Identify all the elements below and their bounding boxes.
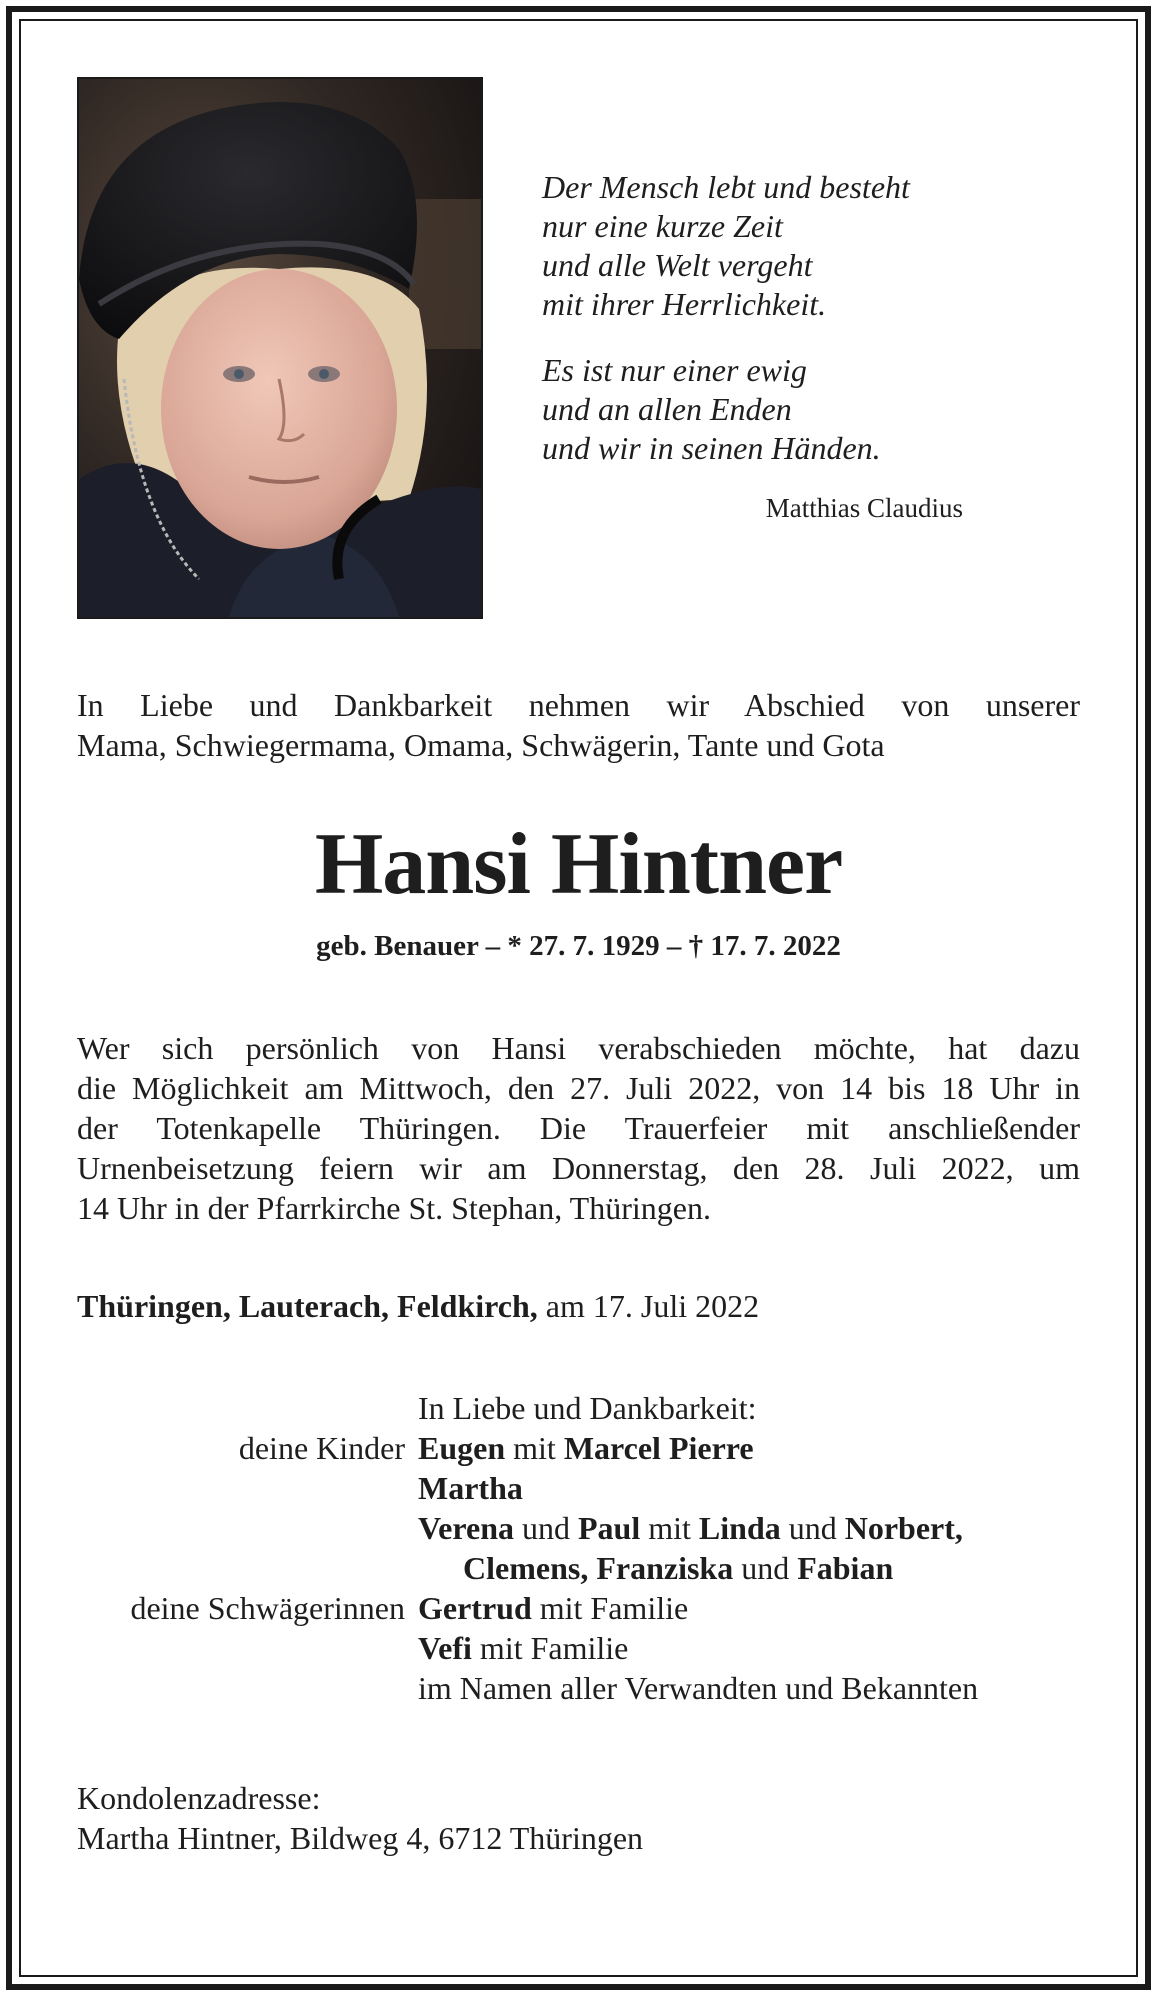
signature-connector: und: [522, 1510, 570, 1546]
signature-closing: im Namen aller Verwandten und Bekannten: [418, 1670, 979, 1706]
signature-connector: mit: [513, 1430, 556, 1466]
place-date-text: am 17. Juli 2022: [545, 1288, 760, 1324]
signature-name: Paul: [578, 1510, 641, 1546]
signature-label-sisters-in-law: deine Schwägerinnen: [130, 1590, 405, 1626]
signature-row: [0, 1508, 1157, 1548]
poem-line: Der Mensch lebt und besteht: [542, 169, 910, 205]
signature-connector: mit: [648, 1510, 691, 1546]
signature-heading-row: [0, 1388, 1157, 1428]
announcement-line: der Totenkapelle Thüringen. Die Trauerfeier mit anschließender: [77, 1110, 1080, 1146]
place-date: [77, 1286, 759, 1326]
announcement-line: die Möglichkeit am Mittwoch, den 27. Juli 2022, von 14 bis 18 Uhr in: [77, 1070, 1080, 1106]
deceased-name: Hansi Hintner: [314, 816, 843, 913]
signature-row: [0, 1468, 1157, 1508]
intro-text: [77, 685, 1080, 765]
poem-author: Matthias Claudius: [765, 493, 963, 523]
signature-name: Fabian: [797, 1550, 894, 1586]
poem-line: nur eine kurze Zeit: [542, 208, 783, 244]
signature-names: [418, 1508, 963, 1548]
poem-line: und wir in seinen Händen.: [542, 430, 881, 466]
signature-connector: mit Familie: [479, 1630, 629, 1666]
signature-name: Norbert,: [844, 1510, 963, 1546]
signature-name: Marcel Pierre: [563, 1430, 754, 1466]
poem-line: und an allen Enden: [542, 391, 792, 427]
intro-line-2: Mama, Schwiegermama, Omama, Schwägerin, Tante und Gota: [77, 727, 885, 763]
signature-row: [0, 1628, 1157, 1668]
signature-names: [418, 1428, 754, 1468]
poem-stanza-2: [542, 351, 1012, 468]
signature-name: Vefi: [418, 1630, 472, 1666]
signature-connector: und: [741, 1550, 790, 1586]
signature-names: [418, 1588, 688, 1628]
signature-names: [463, 1548, 893, 1588]
condolence-address: [77, 1778, 643, 1858]
poem-line: Es ist nur einer ewig: [542, 352, 807, 388]
signature-heading: In Liebe und Dankbarkeit:: [418, 1390, 757, 1426]
signature-name: Gertrud: [418, 1590, 532, 1626]
announcement-line: Urnenbeisetzung feiern wir am Donnerstag, den 28. Juli 2022, um: [77, 1150, 1080, 1186]
poem-line: und alle Welt vergeht: [542, 247, 813, 283]
signature-names: [418, 1628, 628, 1668]
signature-connector: mit Familie: [539, 1590, 689, 1626]
poem: [542, 168, 1012, 495]
signature-name: Verena: [418, 1510, 514, 1546]
poem-line: mit ihrer Herrlichkeit.: [542, 286, 827, 322]
condolence-address-line: Martha Hintner, Bildweg 4, 6712 Thüringen: [77, 1820, 644, 1856]
signature-name: Clemens, Franziska: [463, 1550, 734, 1586]
deceased-dates: geb. Benauer – * 27. 7. 1929 – † 17. 7. 2022: [316, 930, 841, 962]
place-towns: Thüringen, Lauterach, Feldkirch,: [77, 1288, 538, 1324]
announcement-line: 14 Uhr in der Pfarrkirche St. Stephan, Thüringen.: [77, 1190, 711, 1226]
signature-row: [0, 1428, 1157, 1468]
signature-name: Martha: [418, 1470, 523, 1506]
signature-name: Linda: [698, 1510, 781, 1546]
signature-name: Eugen: [418, 1430, 506, 1466]
portrait-photo: [77, 77, 483, 619]
signatures: [0, 1388, 1157, 1708]
condolence-label: Kondolenzadresse:: [77, 1780, 321, 1816]
signature-row: [0, 1588, 1157, 1628]
signature-row: [0, 1668, 1157, 1708]
intro-line-1: In Liebe und Dankbarkeit nehmen wir Abschied von unserer: [77, 687, 1080, 723]
poem-stanza-1: [542, 168, 1012, 324]
announcement-text: [77, 1028, 1080, 1228]
signature-label-children: deine Kinder: [238, 1430, 405, 1466]
signature-names: [418, 1468, 523, 1508]
signature-row: [0, 1548, 1157, 1588]
signature-connector: und: [788, 1510, 837, 1546]
announcement-line: Wer sich persönlich von Hansi verabschieden möchte, hat dazu: [77, 1030, 1080, 1066]
